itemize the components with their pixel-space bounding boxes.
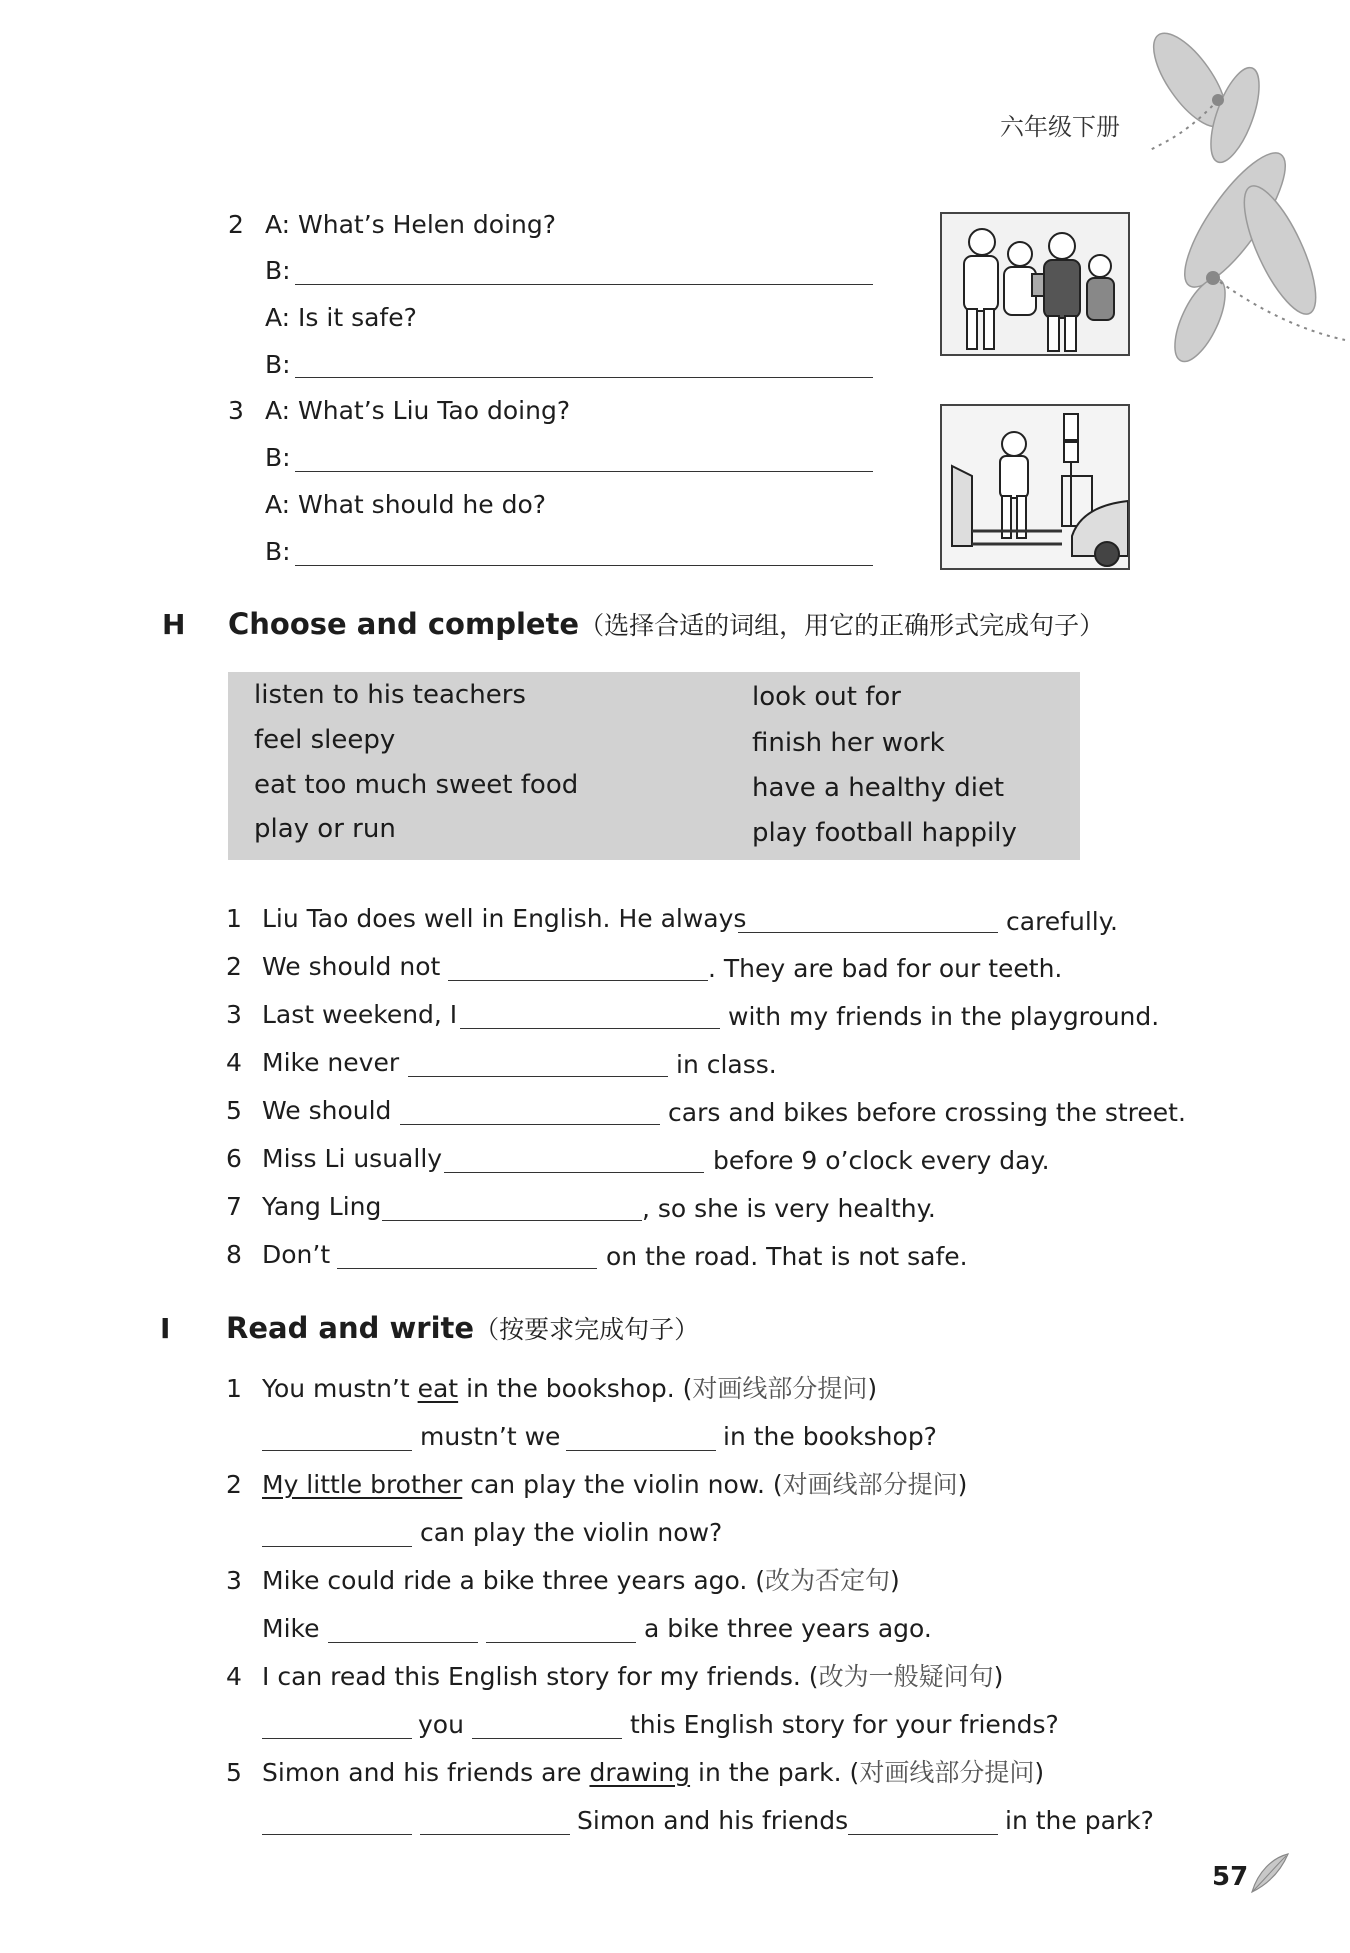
sentence-text: We should [262,1096,392,1125]
answer-blank[interactable] [337,1246,597,1269]
section-h-title-text: Choose and complete [228,607,580,641]
sentence-text: Don’t [262,1240,331,1269]
question-line: A: What’s Helen doing? [265,210,557,239]
illustration-boy-crossing [940,404,1130,570]
section-i-title [226,1310,699,1346]
item-number: 7 [226,1192,242,1221]
instruction-sentence [262,1470,967,1500]
sentence-part: You mustn’t [262,1374,418,1403]
answer-blank[interactable] [295,355,873,378]
sentence-text: Last weekend, I [262,1000,458,1029]
answer-blank[interactable] [295,449,873,472]
answer-text: in the bookshop? [723,1422,937,1451]
answer-text: can play the violin now? [420,1518,723,1547]
section-h-letter: H [162,608,186,641]
people-walking-icon [942,214,1128,354]
sentence-part: ) [993,1662,1004,1691]
sentence-text: in class. [676,1050,777,1079]
phrase-item: play or run [254,814,396,844]
instruction-chinese: 对画线部分提问 [692,1374,868,1403]
section-h-subtitle: （选择合适的词组，用它的正确形式完成句子） [579,611,1105,640]
sentence-part: in the bookshop. ( [458,1374,693,1403]
item-number: 1 [226,904,242,933]
instruction-chinese: 对画线部分提问 [782,1470,958,1499]
section-i-title-text: Read and write [226,1311,475,1345]
sentence-part: ) [1034,1758,1045,1787]
answer-text: Simon and his friends [577,1806,849,1835]
underlined-word: drawing [589,1758,691,1787]
answer-blank[interactable] [328,1620,478,1643]
sentence-text: carefully. [1006,907,1118,936]
answer-blank[interactable] [262,1812,412,1835]
phrase-item: feel sleepy [254,725,396,755]
phrase-item: look out for [752,682,901,712]
answer-blank[interactable] [262,1524,412,1547]
phrase-item: finish her work [752,728,945,758]
answer-blank[interactable] [382,1198,642,1221]
answer-blank[interactable] [448,958,708,981]
sentence-text: , so she is very healthy. [642,1194,936,1223]
answer-blank[interactable] [295,543,873,566]
section-h-title [228,606,1104,642]
item-number: 2 [228,210,244,239]
item-number: 5 [226,1758,242,1787]
instruction-sentence [262,1374,877,1404]
sentence-text: . They are bad for our teeth. [708,954,1063,983]
sentence-part: Simon and his friends are [262,1758,590,1787]
sentence-text: cars and bikes before crossing the street. [668,1098,1186,1127]
answer-label: B: [265,537,291,566]
underlined-word: My little brother [262,1470,463,1499]
phrase-item: have a healthy diet [752,773,1005,803]
answer-label: B: [265,350,291,379]
item-number: 3 [226,1000,242,1029]
sentence-part: ) [890,1566,900,1595]
instruction-chinese: 改为一般疑问句 [818,1662,994,1691]
answer-blank[interactable] [444,1150,704,1173]
question-line: A: What’s Liu Tao doing? [265,396,571,425]
page-number: 57 [1212,1862,1249,1892]
illustration-people-walking [940,212,1130,356]
answer-blank[interactable] [738,910,998,933]
item-number: 2 [226,952,242,981]
answer-blank[interactable] [400,1102,660,1125]
answer-blank[interactable] [262,1428,412,1451]
instruction-sentence [262,1758,1044,1788]
sentence-text: before 9 o’clock every day. [713,1146,1050,1175]
sentence-text: with my friends in the playground. [728,1002,1160,1031]
item-number: 8 [226,1240,242,1269]
answer-label: B: [265,256,291,285]
item-number: 4 [226,1662,242,1691]
item-number: 1 [226,1374,242,1403]
instruction-chinese: 对画线部分提问 [859,1758,1035,1787]
answer-text: in the park? [1005,1806,1154,1835]
item-number: 3 [228,396,244,425]
item-number: 3 [226,1566,242,1595]
dragonfly-decoration-icon [1130,20,1350,380]
item-number: 5 [226,1096,242,1125]
sentence-part: Mike could ride a bike three years ago. ( [262,1566,766,1595]
sentence-text: We should not [262,952,441,981]
item-number: 4 [226,1048,242,1077]
answer-blank[interactable] [420,1812,570,1835]
sentence-part: in the park. ( [690,1758,860,1787]
answer-blank[interactable] [408,1054,668,1077]
phrase-box [228,672,1080,860]
sentence-part: I can read this English story for my friends. ( [262,1662,819,1691]
sentence-part: ) [867,1374,878,1403]
phrase-item: listen to his teachers [254,680,526,710]
sentence-text: Yang Ling [262,1192,382,1221]
underlined-word: eat [417,1374,459,1403]
sentence-text: Miss Li usually [262,1144,443,1173]
answer-blank[interactable] [262,1716,412,1739]
section-i-subtitle: （按要求完成句子） [474,1315,700,1344]
answer-blank[interactable] [472,1716,622,1739]
answer-blank[interactable] [848,1812,998,1835]
answer-blank[interactable] [295,262,873,285]
grade-label: 六年级下册 [1000,113,1120,141]
sentence-part: ) [957,1470,968,1499]
answer-text: a bike three years ago. [644,1614,932,1643]
answer-label: B: [265,443,291,472]
boy-crossing-icon [942,406,1128,568]
sentence-text: Mike never [262,1048,400,1077]
answer-text: Mike [262,1614,320,1643]
sentence-part: can play the violin now. ( [462,1470,783,1499]
question-line: A: Is it safe? [265,303,417,332]
sentence-text: on the road. That is not safe. [606,1242,968,1271]
phrase-item: eat too much sweet food [254,770,579,800]
answer-blank[interactable] [460,1006,720,1029]
instruction-sentence [262,1566,900,1596]
item-number: 6 [226,1144,242,1173]
section-i-letter: I [160,1312,171,1345]
answer-blank[interactable] [486,1620,636,1643]
question-line: A: What should he do? [265,490,547,519]
answer-text: you [418,1710,464,1739]
phrase-item: play football happily [752,818,1017,848]
instruction-chinese: 改为否定句 [765,1566,891,1595]
answer-text: this English story for your friends? [630,1710,1059,1739]
sentence-text: Liu Tao does well in English. He always [262,904,747,933]
instruction-sentence [262,1662,1003,1692]
answer-blank[interactable] [566,1428,716,1451]
answer-text: mustn’t we [420,1422,561,1451]
item-number: 2 [226,1470,242,1499]
leaf-decoration-icon [1248,1852,1292,1896]
